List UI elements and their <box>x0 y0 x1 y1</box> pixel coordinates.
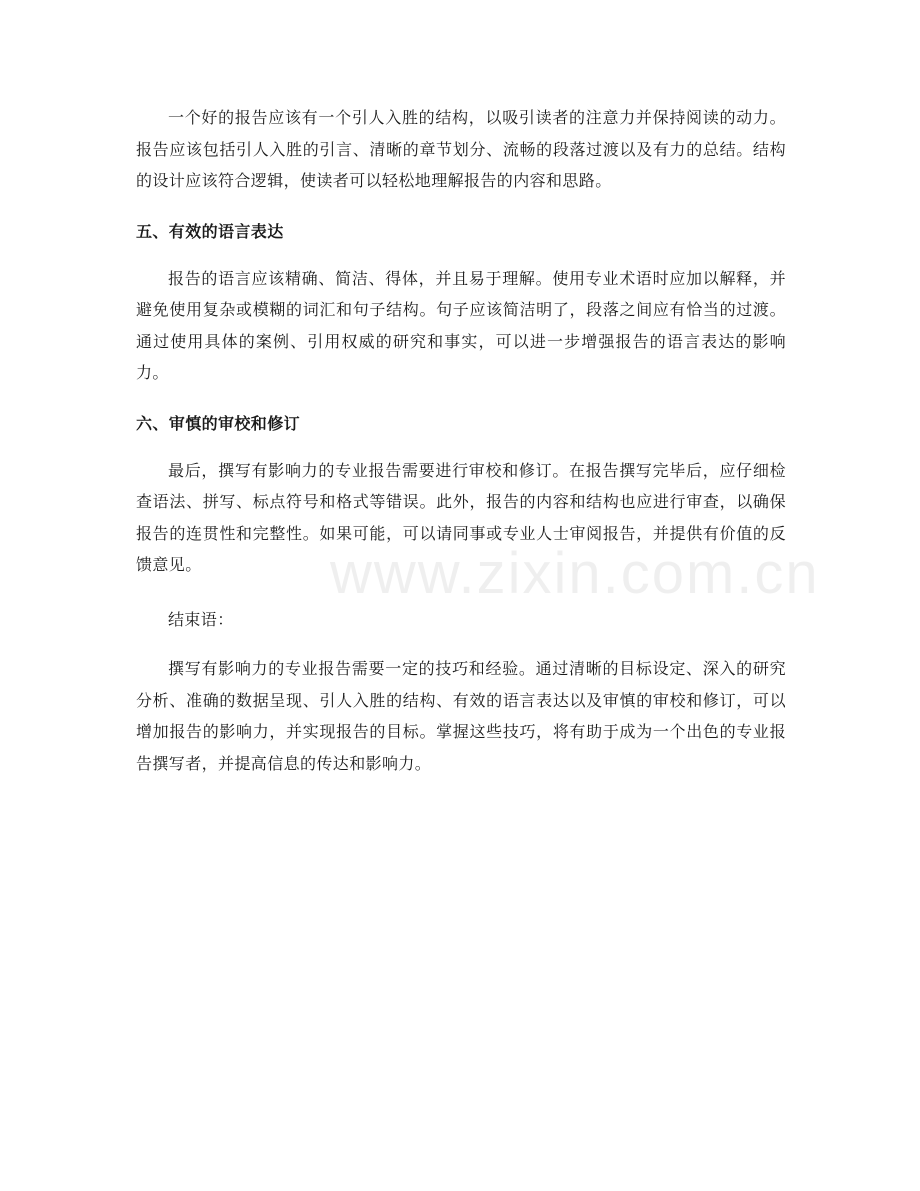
paragraph-revision: 最后，撰写有影响力的专业报告需要进行审校和修订。在报告撰写完毕后，应仔细检查语法、拼写、标点符号和格式等错误。此外，报告的内容和结构也应进行审查，以确保报告的连贯性和完整性。如果可能，可以请同事或专业人士审阅报告，并提供有价值的反馈意见。 <box>136 460 786 574</box>
section-heading-6: 六、审慎的审校和修订 <box>136 413 301 433</box>
paragraph-language: 报告的语言应该精确、简洁、得体，并且易于理解。使用专业术语时应加以解释，并避免使用复杂或模糊的词汇和句子结构。句子应该简洁明了，段落之间应有恰当的过渡。通过使用具体的案例、引用权威的研究和事实，可以进一步增强报告的语言表达的影响力。 <box>136 268 786 382</box>
watermark: www.zixin.com.cn <box>330 541 820 606</box>
section-heading-5: 五、有效的语言表达 <box>136 221 284 241</box>
paragraph-conclusion: 撰写有影响力的专业报告需要一定的技巧和经验。通过清晰的目标设定、深入的研究分析、准确的数据呈现、引人入胜的结构、有效的语言表达以及审慎的审校和修订，可以增加报告的影响力，并实现报告的目标。掌握这些技巧，将有助于成为一个出色的专业报告撰写者，并提高信息的传达和影响力。 <box>136 659 786 773</box>
paragraph-structure: 一个好的报告应该有一个引人入胜的结构，以吸引读者的注意力并保持阅读的动力。报告应该包括引人入胜的引言、清晰的章节划分、流畅的段落过渡以及有力的总结。结构的设计应该符合逻辑，使读者可以轻松地理解报告的内容和思路。 <box>136 108 786 190</box>
closing-label: 结束语： <box>168 609 234 629</box>
document-body <box>136 102 786 779</box>
